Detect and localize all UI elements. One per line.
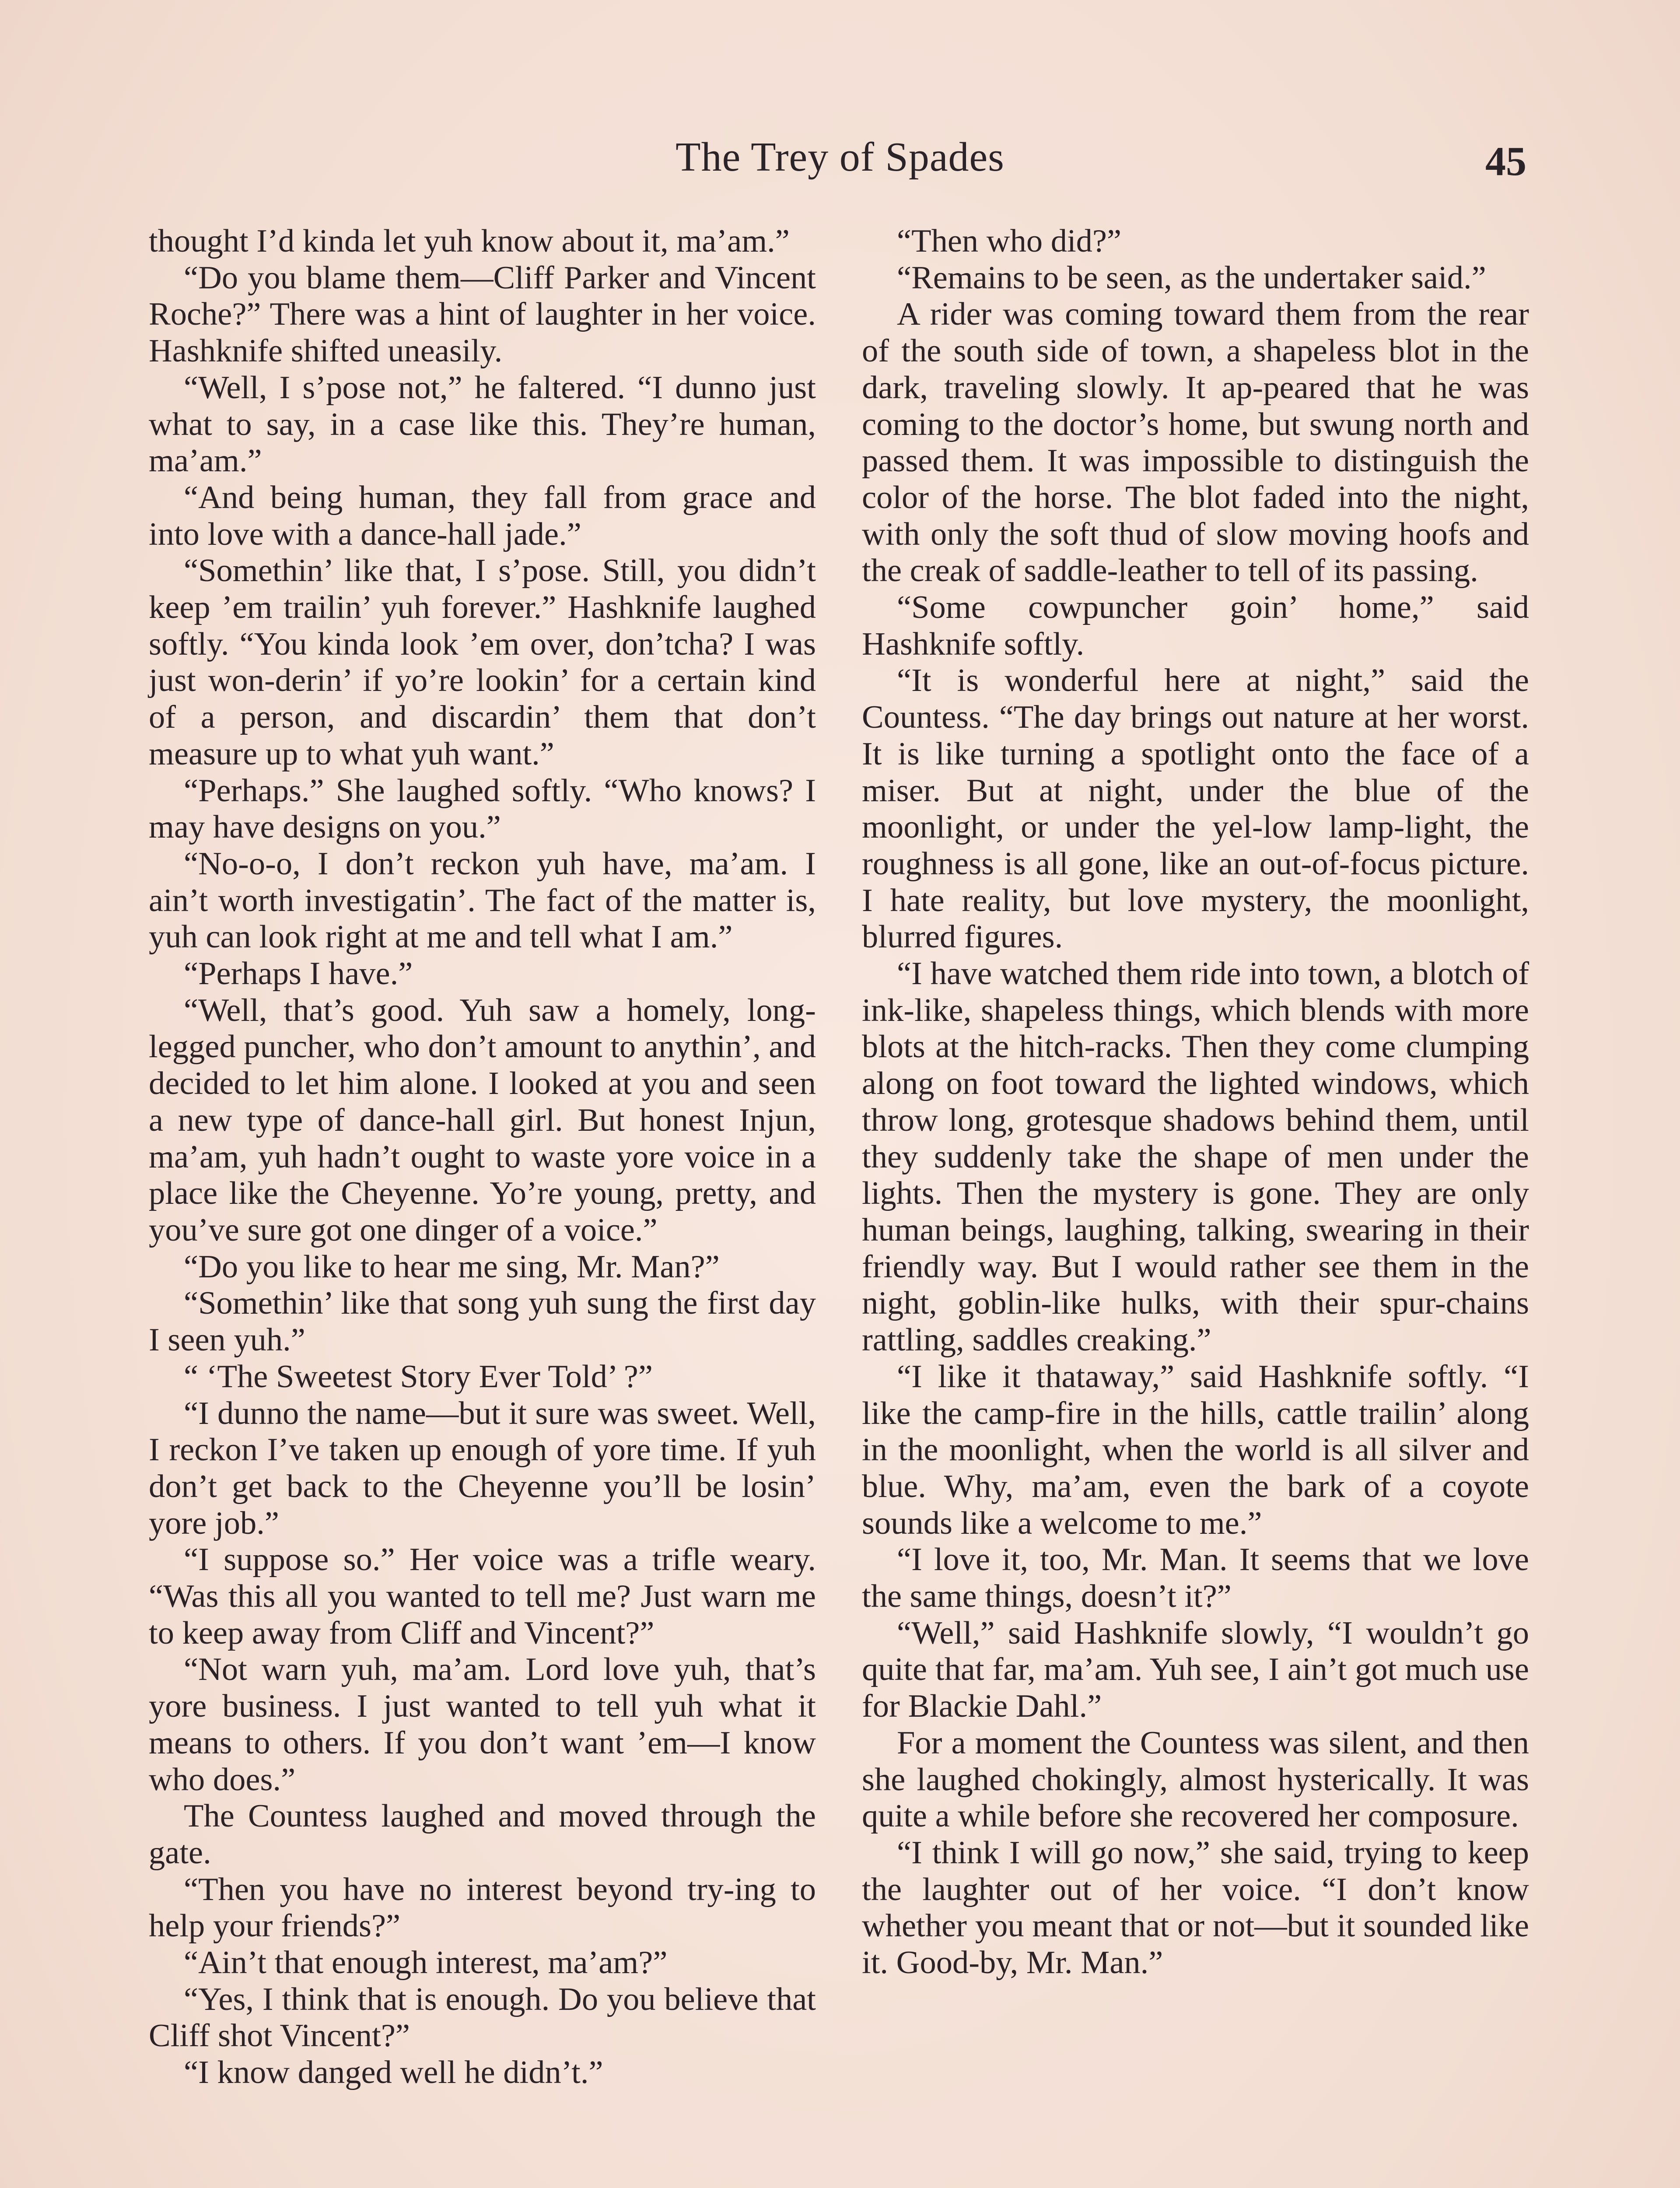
- paragraph: “It is wonderful here at night,” said the Countess. “The day brings out nature at her worst. It is like turning a spotlight onto the face of a miser. But at night, under the blue of the moonlight, or under the yel-low lamp-light, the roughness is all gone, like an out-of-focus picture. I hate reality, but love mystery, the moonlight, blurred figures.: [862, 663, 1529, 955]
- paragraph: “Perhaps.” She laughed softly. “Who knows? I may have designs on you.”: [149, 772, 816, 845]
- paragraph: “Then who did?”: [897, 223, 1122, 259]
- paragraph: “Well,” said Hashknife slowly, “I wouldn’t go quite that far, ma’am. Yuh see, I ain’t got much use for Blackie Dahl.”: [862, 1615, 1529, 1725]
- paragraph: For a moment the Countess was silent, and then she laughed chokingly, almost hysterically. It was quite a while before she recovered her composure.: [862, 1725, 1529, 1834]
- paragraph: “No-o-o, I don’t reckon yuh have, ma’am. I ain’t worth investigatin’. The fact of the matter is, yuh can look right at me and tell what I am.”: [149, 845, 816, 955]
- left-text-column: [149, 223, 816, 2091]
- paragraph: thought I’d kinda let yuh know about it, ma’am.”: [149, 223, 790, 259]
- paragraph: “I think I will go now,” she said, trying to keep the laughter out of her voice. “I don’t know whether you meant that or not—but it sounded like it. Good-by, Mr. Man.”: [862, 1834, 1529, 1981]
- running-header-title: The Trey of Spades: [676, 134, 1004, 180]
- paragraph: “Somethin’ like that, I s’pose. Still, you didn’t keep ’em trailin’ yuh forever.” Hashknife laughed softly. “You kinda look ’em over, don’tcha? I was just won-derin’ if yo’re lookin’ for a certain kind of a person, and discardin’ them that don’t measure up to what yuh want.”: [149, 553, 816, 772]
- page-number: 45: [1485, 139, 1526, 184]
- paragraph: “ ‘The Sweetest Story Ever Told’ ?”: [184, 1358, 653, 1395]
- paragraph: “I have watched them ride into town, a blotch of ink-like, shapeless things, which blends with more blots at the hitch-racks. Then they come clumping along on foot toward the lighted windows, which throw long, grotesque shadows behind them, until they suddenly take the shape of men under the lights. Then the mystery is gone. They are only human beings, laughing, talking, swearing in their friendly way. But I would rather see them in the night, goblin-like hulks, with their spur-chains rattling, saddles creaking.”: [862, 956, 1529, 1358]
- paragraph: “I love it, too, Mr. Man. It seems that we love the same things, doesn’t it?”: [862, 1542, 1529, 1615]
- paragraph: “Well, that’s good. Yuh saw a homely, long-legged puncher, who don’t amount to anythin’, and decided to let him alone. I looked at you and seen a new type of dance-hall girl. But honest Injun, ma’am, yuh hadn’t ought to waste yore voice in a place like the Cheyenne. Yo’re young, pretty, and you’ve sure got one dinger of a voice.”: [149, 992, 816, 1248]
- paragraph: A rider was coming toward them from the rear of the south side of town, a shapeless blot in the dark, traveling slowly. It ap-peared that he was coming to the doctor’s home, but swung north and passed them. It was impossible to distinguish the color of the horse. The blot faded into the night, with only the soft thud of slow moving hoofs and the creak of saddle-leather to tell of its passing.: [862, 296, 1529, 589]
- paragraph: “Not warn yuh, ma’am. Lord love yuh, that’s yore business. I just wanted to tell yuh what it means to others. If you don’t want ’em—I know who does.”: [149, 1652, 816, 1798]
- paragraph: “I know danged well he didn’t.”: [184, 2055, 603, 2091]
- paragraph: “Remains to be seen, as the undertaker said.”: [897, 259, 1486, 296]
- paragraph: “And being human, they fall from grace and into love with a dance-hall jade.”: [149, 479, 816, 552]
- paragraph: “Do you like to hear me sing, Mr. Man?”: [184, 1248, 720, 1285]
- paragraph: “I dunno the name—but it sure was sweet. Well, I reckon I’ve taken up enough of yore time. If yuh don’t get back to the Cheyenne you’ll be losin’ yore job.”: [149, 1395, 816, 1541]
- paragraph: “Well, I s’pose not,” he faltered. “I dunno just what to say, in a case like this. They’re human, ma’am.”: [149, 369, 816, 479]
- paragraph: “Do you blame them—Cliff Parker and Vincent Roche?” There was a hint of laughter in her voice. Hashknife shifted uneasily.: [149, 259, 816, 369]
- paragraph: “Then you have no interest beyond try-ing to help your friends?”: [149, 1871, 816, 1944]
- paragraph: “I like it thataway,” said Hashknife softly. “I like the camp-fire in the hills, cattle trailin’ along in the moonlight, when the world is all silver and blue. Why, ma’am, even the bark of a coyote sounds like a welcome to me.”: [862, 1358, 1529, 1541]
- paragraph: “Some cowpuncher goin’ home,” said Hashknife softly.: [862, 589, 1529, 662]
- paragraph: “Somethin’ like that song yuh sung the first day I seen yuh.”: [149, 1285, 816, 1358]
- paragraph: “Perhaps I have.”: [184, 956, 413, 992]
- right-text-column: [862, 223, 1529, 1981]
- paragraph: “I suppose so.” Her voice was a trifle weary. “Was this all you wanted to tell me? Just warn me to keep away from Cliff and Vincent?”: [149, 1542, 816, 1651]
- paragraph: “Yes, I think that is enough. Do you believe that Cliff shot Vincent?”: [149, 1981, 816, 2054]
- paragraph: The Countess laughed and moved through the gate.: [149, 1798, 816, 1871]
- paragraph: “Ain’t that enough interest, ma’am?”: [184, 1945, 668, 1981]
